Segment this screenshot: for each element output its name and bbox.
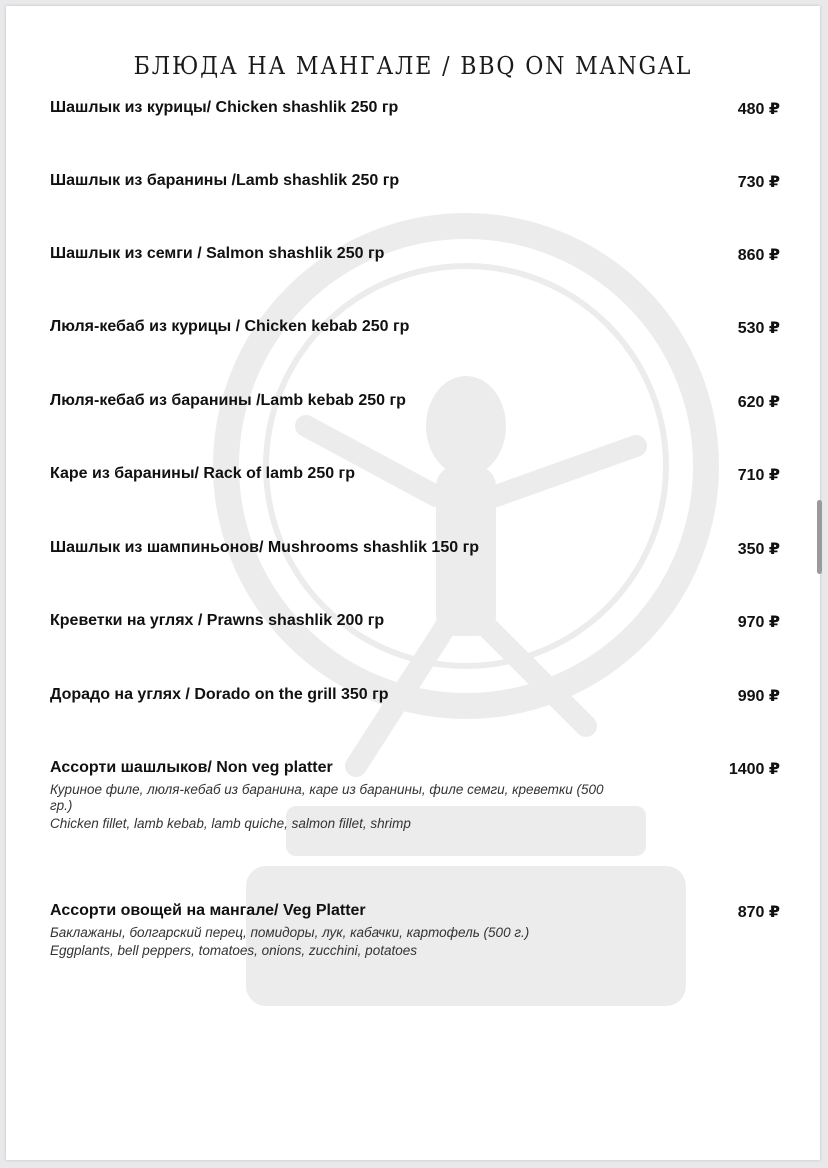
menu-item [50, 99, 780, 117]
menu-item-price: 870 ₽ [737, 904, 780, 921]
menu-item-price: 990 ₽ [737, 688, 780, 705]
menu-item-description-ru: Баклажаны, болгарский перец, помидоры, лук, кабачки, картофель (500 г.) [50, 925, 530, 940]
menu-item [50, 318, 780, 336]
scrollbar[interactable] [817, 500, 822, 574]
menu-item [50, 759, 780, 832]
menu-item-name: Креветки на углях / Prawns shashlik 200 гр [50, 612, 385, 629]
menu-item [50, 539, 780, 557]
menu-title: БЛЮДА НА МАНГАЛЕ / BBQ ON MANGAL [133, 52, 693, 80]
menu-item-name: Ассорти шашлыков/ Non veg platter [50, 759, 333, 776]
menu-item-price: 860 ₽ [737, 247, 780, 264]
menu-item-price: 970 ₽ [737, 614, 780, 631]
menu-item-price: 480 ₽ [737, 101, 780, 118]
menu-item-price: 620 ₽ [737, 394, 780, 411]
menu-item-price: 730 ₽ [737, 174, 780, 191]
dancing-deity-watermark-icon [186, 166, 746, 1026]
menu-item-price: 350 ₽ [737, 541, 780, 558]
menu-item-name: Люля-кебаб из курицы / Chicken kebab 250 гр [50, 318, 410, 335]
menu-item-description-en: Chicken fillet, lamb kebab, lamb quiche, salmon fillet, shrimp [50, 816, 411, 831]
menu-item [50, 686, 780, 704]
menu-item-description-en: Eggplants, bell peppers, tomatoes, onions, zucchini, potatoes [50, 943, 417, 958]
menu-item-name: Люля-кебаб из баранины /Lamb kebab 250 гр [50, 392, 406, 409]
menu-item [50, 172, 780, 190]
menu-item-name: Дорадо на углях / Dorado on the grill 350 гр [50, 686, 389, 703]
menu-item [50, 902, 780, 959]
menu-item [50, 612, 780, 630]
menu-item-name: Шашлык из баранины /Lamb shashlik 250 гр [50, 172, 400, 189]
menu-item-name: Ассорти овощей на мангале/ Veg Platter [50, 902, 366, 919]
menu-item-name: Шашлык из курицы/ Chicken shashlik 250 гр [50, 99, 399, 116]
menu-page [6, 6, 820, 1160]
menu-item-description-ru: Куриное филе, люля-кебаб из баранина, каре из баранины, филе семги, креветки (500 гр.) [50, 782, 604, 813]
menu-item [50, 465, 780, 483]
menu-item-price: 530 ₽ [737, 320, 780, 337]
menu-item [50, 245, 780, 263]
menu-item-price: 1400 ₽ [728, 761, 780, 778]
menu-item-name: Шашлык из семги / Salmon shashlik 250 гр [50, 245, 385, 262]
menu-item [50, 392, 780, 410]
menu-item-name: Шашлык из шампиньонов/ Mushrooms shashlik 150 гр [50, 539, 480, 556]
menu-item-name: Каре из баранины/ Rack of lamb 250 гр [50, 465, 355, 482]
menu-item-price: 710 ₽ [737, 467, 780, 484]
